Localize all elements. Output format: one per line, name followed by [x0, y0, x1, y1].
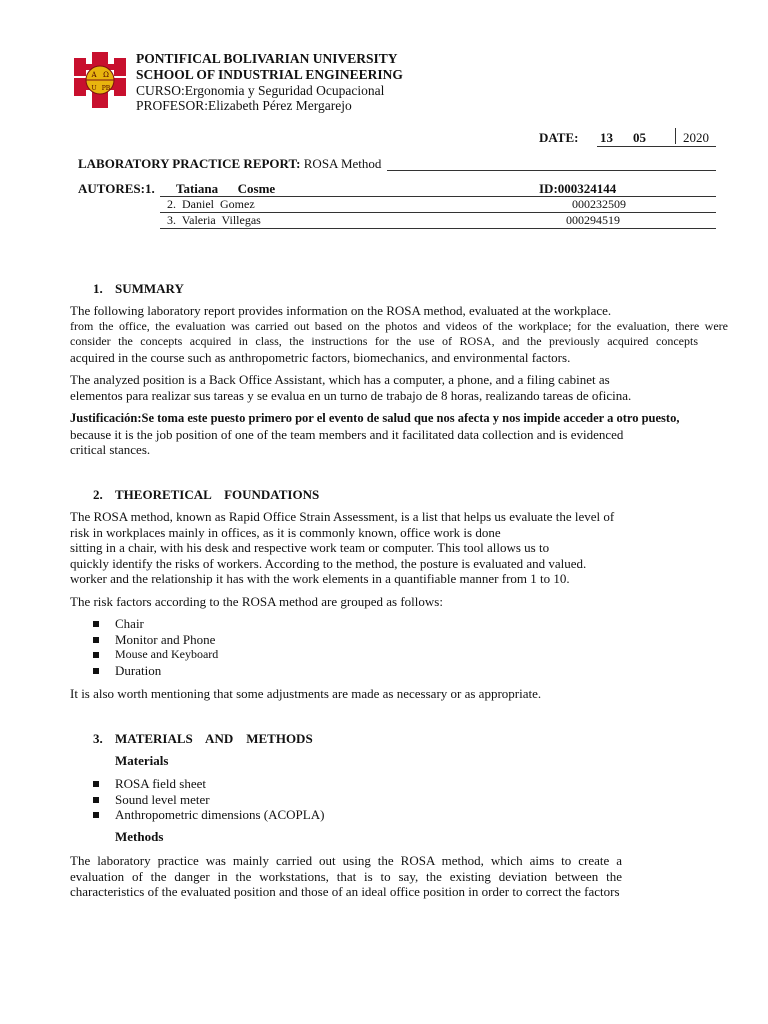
- date-separator: [675, 128, 676, 144]
- logo-letter: Ω: [103, 71, 109, 79]
- bullet-icon: [93, 812, 99, 818]
- course-name: CURSO:Ergonomia y Seguridad Ocupacional: [136, 83, 385, 98]
- author-1-name: Tatiana Cosme: [176, 181, 276, 196]
- foundations-paragraph-2: The risk factors according to the ROSA method are grouped as follows:: [70, 594, 443, 609]
- paragraph-line: critical stances.: [70, 442, 151, 457]
- section-1-number: 1.: [93, 281, 103, 296]
- list-item: Mouse and Keyboard: [115, 647, 219, 661]
- summary-paragraph-2: [70, 372, 728, 403]
- paragraph-line: elementos para realizar sus tareas y se evalua en un turno de trabajo de 8 horas, realizando tareas de oficina.: [70, 387, 632, 403]
- bullet-icon: [93, 797, 99, 803]
- date-month: 05: [633, 130, 646, 145]
- list-item: Anthropometric dimensions (ACOPLA): [115, 807, 325, 822]
- paragraph-line: quickly identify the risks of workers. According to the method, the posture is evaluated and valued.: [70, 555, 587, 571]
- date-underline: [597, 146, 716, 147]
- paragraph-line: characteristics of the evaluated position and those of an ideal office position in order to correct the factors: [70, 884, 620, 899]
- section-3-title: MATERIALS AND METHODS: [115, 731, 313, 746]
- date-year: 2020: [683, 130, 709, 145]
- paragraph-line: because it is the job position of one of the team members and it facilitated data collection and is evidenced: [70, 426, 624, 442]
- bullet-icon: [93, 781, 99, 787]
- logo-letter: A: [91, 71, 97, 79]
- author-3-name: 3. Valeria Villegas: [167, 213, 261, 227]
- paragraph-line: worker and the relationship it has with the work elements in a quantifiable manner from 1 to 10.: [70, 571, 570, 586]
- logo-letter: PB: [101, 85, 111, 92]
- list-item: Sound level meter: [115, 792, 210, 807]
- author-1-id: ID:000324144: [539, 181, 617, 196]
- section-2-number: 2.: [93, 487, 103, 502]
- paragraph-line: risk in workplaces mainly in offices, as it is commonly known, office work is done: [70, 524, 501, 540]
- summary-paragraph-1: [70, 303, 728, 365]
- author-row-line: [160, 228, 716, 229]
- bullet-icon: [93, 637, 99, 643]
- cross-shield-icon: [72, 50, 128, 110]
- professor-name: PROFESOR:Elizabeth Pérez Mergarejo: [136, 98, 352, 113]
- list-item: Duration: [115, 663, 162, 678]
- bullet-icon: [93, 621, 99, 627]
- paragraph-line: The analyzed position is a Back Office Assistant, which has a computer, a phone, and a filing cabinet as: [70, 372, 610, 387]
- methods-paragraph: [70, 853, 622, 900]
- paragraph-line: evaluation of the danger in the workstations, that is to say, the existing deviation between the: [70, 868, 622, 884]
- section-2-title: THEORETICAL FOUNDATIONS: [115, 487, 320, 502]
- university-logo: [72, 50, 128, 110]
- foundations-paragraph-1: [70, 509, 728, 587]
- list-item: Chair: [115, 616, 144, 631]
- section-1-title: SUMMARY: [115, 281, 184, 296]
- school-name: SCHOOL OF INDUSTRIAL ENGINEERING: [136, 67, 403, 82]
- paragraph-line: The laboratory practice was mainly carried out using the ROSA method, which aims to create a: [70, 853, 622, 868]
- university-name: PONTIFICAL BOLIVARIAN UNIVERSITY: [136, 51, 398, 66]
- logo-letter: U: [91, 85, 97, 92]
- materials-label: Materials: [115, 753, 169, 768]
- report-label: LABORATORY PRACTICE REPORT:: [78, 156, 301, 171]
- paragraph-line: acquired in the course such as anthropometric factors, biomechanics, and environmental factors.: [70, 349, 571, 365]
- author-2-name: 2. Daniel Gomez: [167, 197, 255, 211]
- methods-label: Methods: [115, 829, 164, 844]
- date-label: DATE:: [539, 130, 579, 145]
- report-value: ROSA Method: [303, 156, 382, 171]
- paragraph-line: sitting in a chair, with his desk and respective work team or computer. This tool allows us to: [70, 540, 550, 555]
- paragraph-line: The ROSA method, known as Rapid Office Strain Assessment, is a list that helps us evaluate the level of: [70, 509, 615, 524]
- report-title: [78, 156, 381, 172]
- author-3-id: 000294519: [566, 213, 620, 227]
- authors-label: AUTORES:1.: [78, 181, 155, 196]
- date-day: 13: [600, 130, 613, 145]
- section-3-number: 3.: [93, 731, 103, 746]
- paragraph-line: from the office, the evaluation was carried out based on the photos and videos of the workplace; for the evaluation, there were: [70, 318, 728, 333]
- author-2-id: 000232509: [572, 197, 626, 211]
- foundations-paragraph-3: It is also worth mentioning that some adjustments are made as necessary or as appropriate.: [70, 686, 542, 701]
- paragraph-line: The following laboratory report provides information on the ROSA method, evaluated at the workplace.: [70, 303, 612, 318]
- summary-paragraph-3: [70, 411, 728, 458]
- paragraph-line: consider the concepts acquired in class, the instructions for the use of ROSA, and the previously acquired concepts: [70, 334, 698, 348]
- bullet-icon: [93, 668, 99, 674]
- justification-line: Justificación:Se toma este puesto primero por el evento de salud que nos afecta y nos impide acceder a otro puesto,: [70, 411, 680, 425]
- list-item: Monitor and Phone: [115, 632, 216, 647]
- report-underline: [387, 170, 716, 171]
- list-item: ROSA field sheet: [115, 776, 206, 791]
- bullet-icon: [93, 652, 99, 658]
